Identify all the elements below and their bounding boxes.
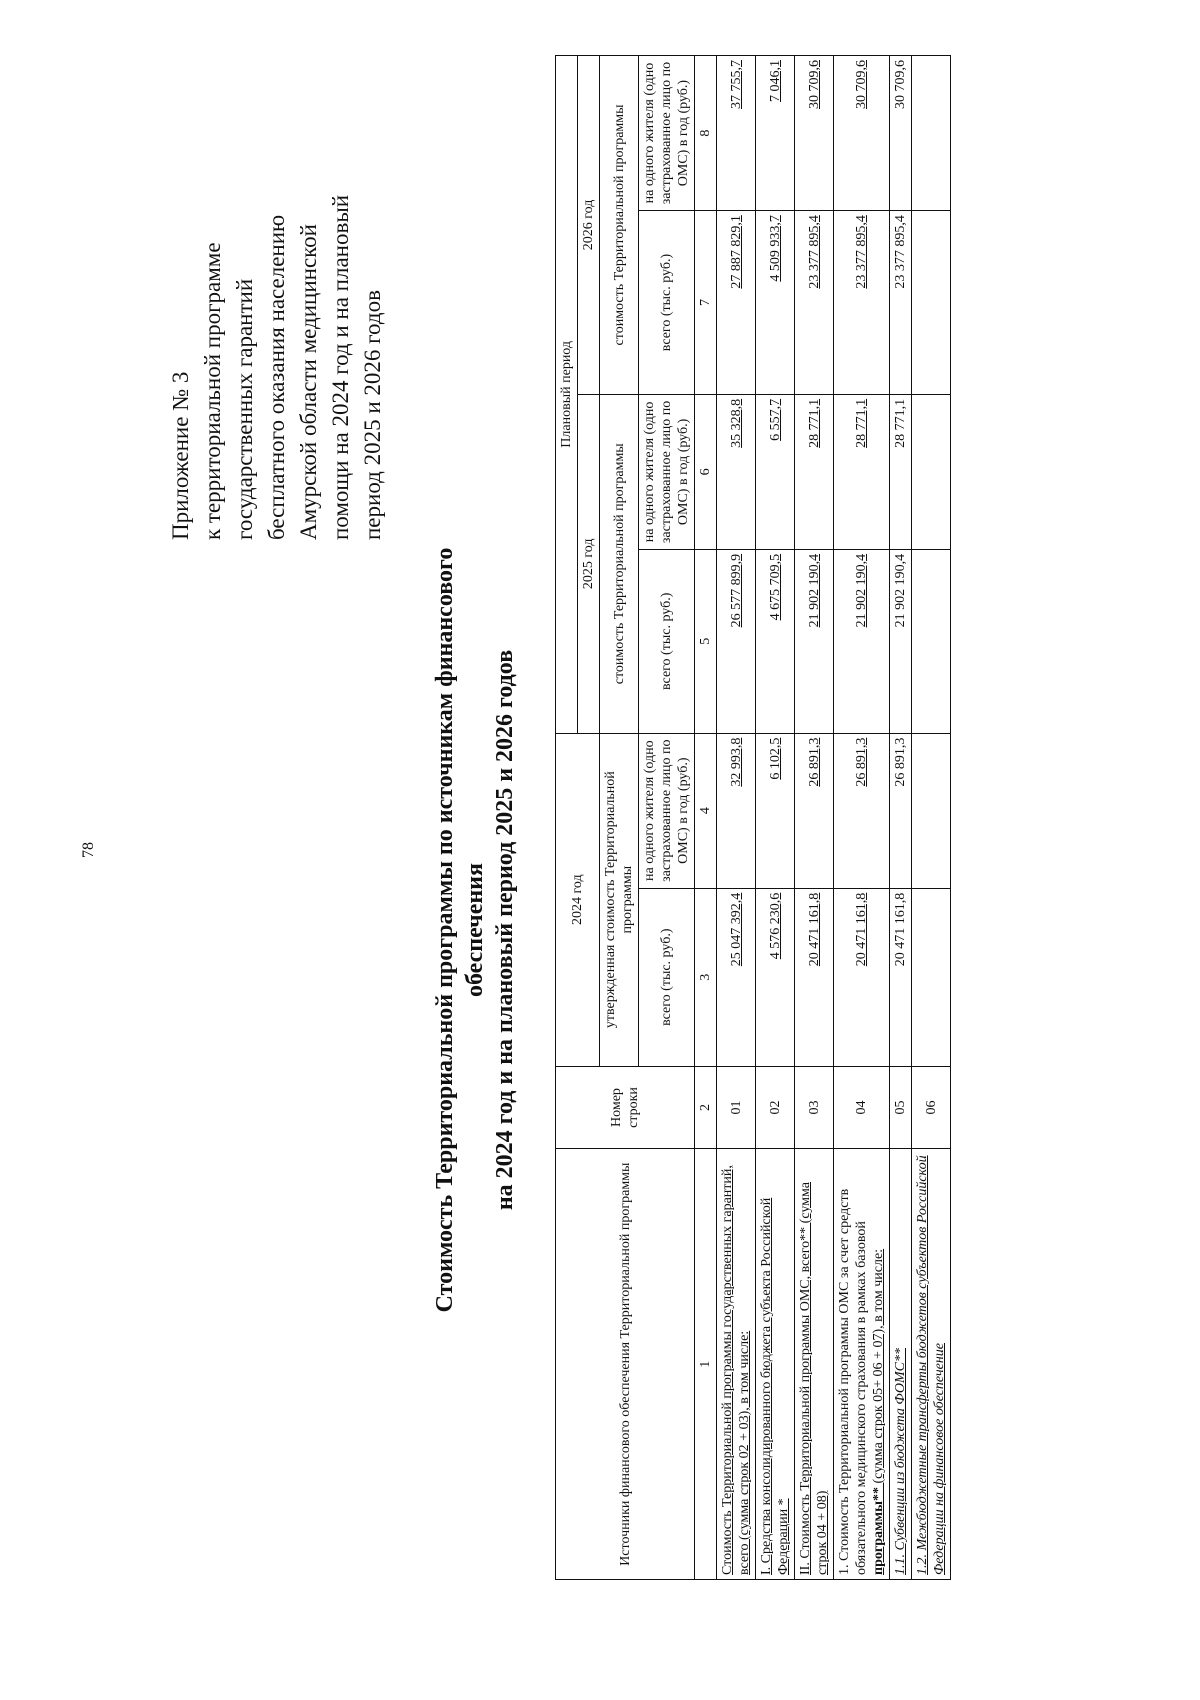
value-total-2024: 20 471 161,8 xyxy=(890,888,912,1066)
header-per-capita-2025: на одного жителя (одно застрахованное лицо по ОМС) в год (руб.) xyxy=(639,394,695,549)
value-total-2026: 23 377 895,4 xyxy=(890,211,912,395)
table-row xyxy=(756,56,795,1580)
row-label: 1.1. Субвенции из бюджета ФОМС** xyxy=(890,1149,912,1580)
row-number: 03 xyxy=(795,1066,834,1149)
value-per-capita-2025: 28 771,1 xyxy=(834,394,890,549)
value-per-capita-2026: 30 709,6 xyxy=(795,56,834,211)
column-number: 5 xyxy=(695,549,717,733)
appendix-header xyxy=(165,20,389,540)
header-year-2024: 2024 год xyxy=(556,733,600,1066)
column-number-row xyxy=(695,56,717,1580)
row-label-part: (сумма строк 05+ 06 + 07), в том числе: xyxy=(871,1248,886,1487)
value-per-capita-2025 xyxy=(912,394,951,549)
row-label-part: 1. Стоимость Территориальной программы ОМС за счет средств обязательного медицинского страхования в рамках базовой xyxy=(837,1188,869,1575)
table-row xyxy=(795,56,834,1580)
value-per-capita-2026: 30 709,6 xyxy=(834,56,890,211)
value-total-2026: 27 887 829,1 xyxy=(717,211,756,395)
appendix-line: помощи на 2024 год и на плановый xyxy=(328,194,353,540)
header-total-2024: всего (тыс. руб.) xyxy=(639,888,695,1066)
value-per-capita-2024: 6 102,5 xyxy=(756,733,795,888)
row-number: 06 xyxy=(912,1066,951,1149)
value-per-capita-2026: 30 709,6 xyxy=(890,56,912,211)
header-row-number: Номер строки xyxy=(556,1066,695,1149)
document-title xyxy=(430,480,520,1380)
header-total-2025: всего (тыс. руб.) xyxy=(639,549,695,733)
value-per-capita-2026 xyxy=(912,56,951,211)
appendix-line: бесплатного оказания населению xyxy=(264,214,289,540)
row-label xyxy=(834,1149,890,1580)
value-total-2025: 21 902 190,4 xyxy=(834,549,890,733)
value-per-capita-2024: 32 993,8 xyxy=(717,733,756,888)
value-per-capita-2026: 7 046,1 xyxy=(756,56,795,211)
header-cost-2026: стоимость Территориальной программы xyxy=(600,56,639,395)
header-cost-2025: стоимость Территориальной программы xyxy=(600,394,639,733)
value-total-2024: 20 471 161,8 xyxy=(795,888,834,1066)
row-label: 1.2. Межбюджетные трансферты бюджетов субъектов Российской Федерации на финансовое обеспечение xyxy=(912,1149,951,1580)
value-per-capita-2025: 28 771,1 xyxy=(890,394,912,549)
value-total-2026: 4 509 933,7 xyxy=(756,211,795,395)
value-total-2026: 23 377 895,4 xyxy=(834,211,890,395)
row-label: Стоимость Территориальной программы государственных гарантий, всего (сумма строк 02 + 03), в том числе: xyxy=(717,1149,756,1580)
value-total-2024: 25 047 392,4 xyxy=(717,888,756,1066)
value-per-capita-2024: 26 891,3 xyxy=(890,733,912,888)
appendix-line: государственных гарантий xyxy=(232,278,257,540)
value-total-2025: 26 577 899,9 xyxy=(717,549,756,733)
value-total-2025: 21 902 190,4 xyxy=(890,549,912,733)
financing-table xyxy=(555,55,951,1580)
value-total-2024: 20 471 161,8 xyxy=(834,888,890,1066)
column-number: 3 xyxy=(695,888,717,1066)
header-total-2026: всего (тыс. руб.) xyxy=(639,211,695,395)
value-per-capita-2025: 28 771,1 xyxy=(795,394,834,549)
header-per-capita-2026: на одного жителя (одно застрахованное лицо по ОМС) в год (руб.) xyxy=(639,56,695,211)
value-per-capita-2024: 26 891,3 xyxy=(834,733,890,888)
page-number: 78 xyxy=(80,842,97,858)
column-number: 1 xyxy=(695,1149,717,1580)
appendix-line: период 2025 и 2026 годов xyxy=(360,290,385,540)
row-number: 05 xyxy=(890,1066,912,1149)
appendix-line: Приложение № 3 xyxy=(168,371,193,540)
row-label-part: программы** xyxy=(871,1487,886,1575)
column-number: 7 xyxy=(695,211,717,395)
title-line-1: Стоимость Территориальной программы по источникам финансового обеспечения xyxy=(432,547,488,1313)
value-total-2025: 4 675 709,5 xyxy=(756,549,795,733)
table-row xyxy=(717,56,756,1580)
table-row xyxy=(890,56,912,1580)
value-total-2025: 21 902 190,4 xyxy=(795,549,834,733)
value-per-capita-2026: 37 755,7 xyxy=(717,56,756,211)
row-number: 04 xyxy=(834,1066,890,1149)
value-per-capita-2024: 26 891,3 xyxy=(795,733,834,888)
title-line-2: на 2024 год и на плановый период 2025 и 2026 годов xyxy=(492,649,518,1211)
value-per-capita-2025: 6 557,7 xyxy=(756,394,795,549)
table-row xyxy=(834,56,890,1580)
value-total-2025 xyxy=(912,549,951,733)
value-total-2026: 23 377 895,4 xyxy=(795,211,834,395)
table-row xyxy=(912,56,951,1580)
header-approved-cost: утвержденная стоимость Территориальной программы xyxy=(600,733,639,1066)
appendix-line: к территориальной программе xyxy=(200,242,225,540)
value-total-2024: 4 576 230,6 xyxy=(756,888,795,1066)
header-sources: Источники финансового обеспечения Территориальной программы xyxy=(556,1149,695,1580)
row-label: II. Стоимость Территориальной программы ОМС, всего** (сумма строк 04 + 08) xyxy=(795,1149,834,1580)
header-year-2026: 2026 год xyxy=(578,56,600,395)
appendix-line: Амурской области медицинской xyxy=(296,224,321,540)
column-number: 2 xyxy=(695,1066,717,1149)
row-label: I. Средства консолидированного бюджета субъекта Российской Федерации * xyxy=(756,1149,795,1580)
value-per-capita-2025: 35 328,8 xyxy=(717,394,756,549)
column-number: 8 xyxy=(695,56,717,211)
value-total-2024 xyxy=(912,888,951,1066)
header-per-capita-2024: на одного жителя (одно застрахованное лицо по ОМС) в год (руб.) xyxy=(639,733,695,888)
column-number: 4 xyxy=(695,733,717,888)
value-per-capita-2024 xyxy=(912,733,951,888)
value-total-2026 xyxy=(912,211,951,395)
row-number: 01 xyxy=(717,1066,756,1149)
row-number: 02 xyxy=(756,1066,795,1149)
header-planned-period: Плановый период xyxy=(556,56,578,734)
column-number: 6 xyxy=(695,394,717,549)
header-year-2025: 2025 год xyxy=(578,394,600,733)
